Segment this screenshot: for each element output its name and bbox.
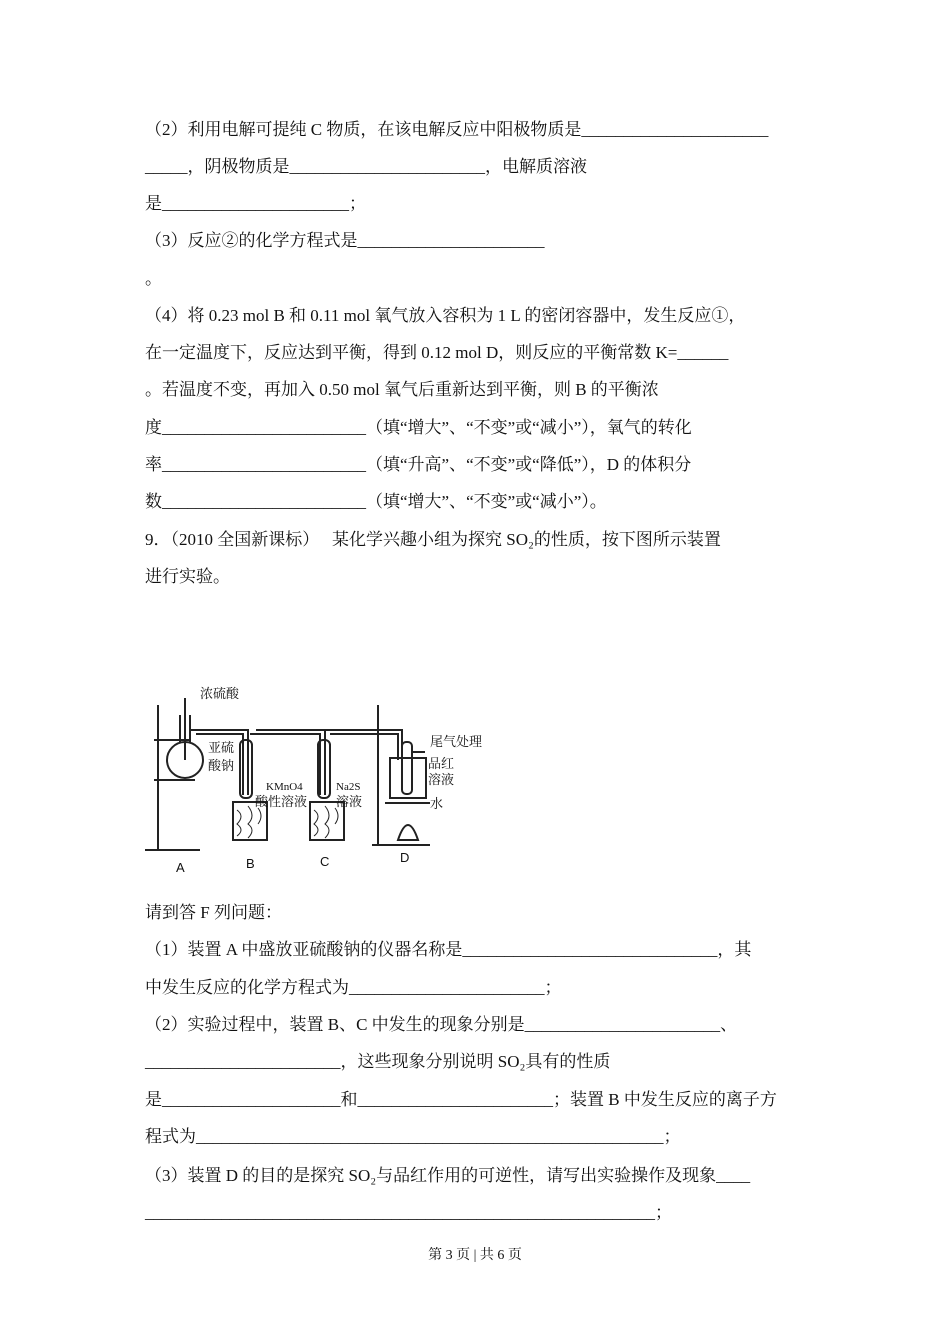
- caption-a: A: [176, 860, 185, 875]
- text-line: （2）利用电解可提纯 C 物质，在该电解反应中阳极物质是______________________: [145, 120, 769, 139]
- label-sodium-sulfite-1: 亚硫: [208, 741, 235, 756]
- text-line: （4）将 0.23 mol B 和 0.11 mol 氧气放入容积为 1 L 的密闭容器中，发生反应①，: [145, 306, 746, 325]
- label-water: 水: [430, 797, 444, 812]
- test-tube-b: [240, 740, 252, 798]
- text-line: 请到答 F 列问题：: [145, 903, 282, 922]
- text-line: 中发生反应的化学方程式为_______________________；: [145, 978, 562, 997]
- text-line: 率________________________（填“升高”、“不变”或“降低”），D 的体积分: [145, 455, 692, 474]
- text-line: 度________________________（填“增大”、“不变”或“减小”），氧气的转化: [145, 418, 692, 437]
- text-line: 。若温度不变，再加入 0.50 mol 氧气后重新达到平衡，则 B 的平衡浓: [145, 380, 659, 399]
- text-line: （1）装置 A 中盛放亚硫酸钠的仪器名称是______________________________，其: [145, 940, 752, 959]
- label-solution: 溶液: [336, 795, 363, 810]
- beaker-d: [390, 758, 426, 798]
- text-line: 在一定温度下，反应达到平衡，得到 0.12 mol D，则反应的平衡常数 K=______: [145, 343, 729, 362]
- text-line: （3）反应②的化学方程式是______________________: [145, 231, 545, 250]
- text-line: 是_____________________和_______________________；装置 B 中发生反应的离子方: [145, 1090, 777, 1109]
- caption-d: D: [400, 850, 410, 865]
- text-line: ____________________________________________________________；: [145, 1203, 672, 1222]
- caption-c: C: [320, 854, 330, 869]
- text-line: _____，阴极物质是_______________________，电解质溶液: [145, 157, 587, 176]
- text-line: 是______________________；: [145, 194, 366, 213]
- label-kmno4: KMnO4: [266, 781, 303, 793]
- page-footer: 第 3 页 | 共 6 页: [428, 1248, 522, 1263]
- label-tail-gas: 尾气处理: [430, 735, 483, 750]
- text-line: （2）实验过程中，装置 B、C 中发生的现象分别是_______________________、: [145, 1015, 738, 1034]
- label-na2s: Na2S: [336, 781, 361, 793]
- text-line: _______________________，这些现象分别说明 SO₂具有的性质: [145, 1052, 611, 1071]
- label-fuchsin-2: 溶液: [428, 773, 455, 788]
- caption-b: B: [246, 856, 255, 871]
- text-line: 。: [145, 269, 162, 288]
- text-line: 程式为_______________________________________________________；: [145, 1127, 681, 1146]
- label-acidic-solution: 酸性溶液: [255, 795, 308, 810]
- apparatus-diagram: [140, 680, 500, 880]
- label-fuchsin-1: 品红: [428, 757, 455, 772]
- label-conc-sulfuric-acid: 浓硫酸: [200, 687, 240, 702]
- text-line: （3）装置 D 的目的是探究 SO₂与品红作用的可逆性，请写出实验操作及现象____: [145, 1166, 751, 1185]
- question-9-header: 9．（2010 全国新课标） 某化学兴趣小组为探究 SO₂的性质，按下图所示装置: [145, 530, 721, 549]
- text-line: 进行实验。: [145, 567, 230, 586]
- label-sodium-sulfite-2: 酸钠: [208, 759, 235, 774]
- alcohol-lamp: [398, 825, 418, 840]
- text-line: 数________________________（填“增大”、“不变”或“减小”）。: [145, 492, 607, 511]
